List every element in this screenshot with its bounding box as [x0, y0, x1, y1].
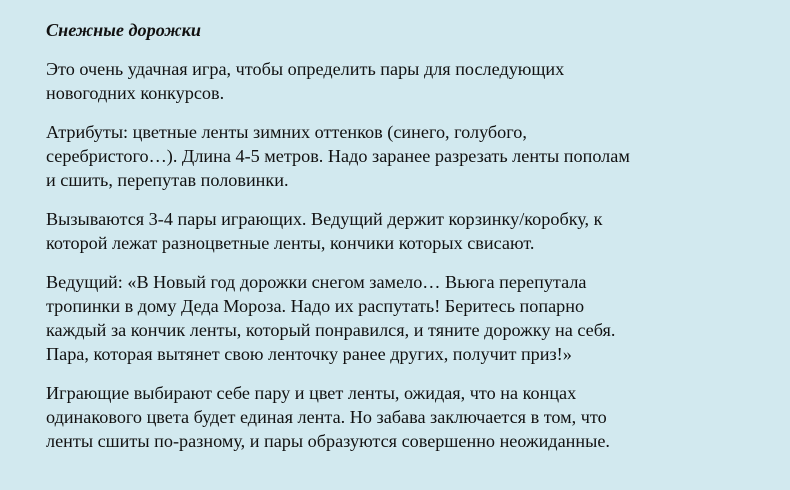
paragraph-players: [46, 207, 770, 255]
text-line: Атрибуты: цветные ленты зимних оттенков (синего, голубого,: [46, 122, 527, 142]
text-line: которой лежат разноцветные ленты, кончики которых свисают.: [46, 233, 535, 253]
document-title: Снежные дорожки: [46, 20, 202, 40]
text-line: и сшить, перепутав половинки.: [46, 170, 289, 190]
paragraph-intro: [46, 57, 770, 105]
paragraph-attributes: [46, 120, 770, 192]
text-line: Пара, которая вытянет свою ленточку ранее других, получит приз!»: [46, 344, 572, 364]
paragraph-host-speech: [46, 270, 770, 366]
text-line: ленты сшиты по-разному, и пары образуются совершенно неожиданные.: [46, 431, 610, 451]
text-line: Ведущий: «В Новый год дорожки снегом замело… Вьюга перепутала: [46, 272, 587, 292]
text-line: серебристого…). Длина 4-5 метров. Надо заранее разрезать ленты пополам: [46, 146, 630, 166]
text-line: Вызываются 3-4 пары играющих. Ведущий держит корзинку/коробку, к: [46, 209, 603, 229]
text-line: Это очень удачная игра, чтобы определить пары для последующих: [46, 59, 565, 79]
paragraph-outcome: [46, 381, 770, 453]
text-line: новогодних конкурсов.: [46, 83, 225, 103]
text-line: Играющие выбирают себе пару и цвет ленты, ожидая, что на концах: [46, 383, 577, 403]
text-line: тропинки в дому Деда Мороза. Надо их распутать! Беритесь попарно: [46, 296, 585, 316]
text-line: одинакового цвета будет единая лента. Но забава заключается в том, что: [46, 407, 607, 427]
text-line: каждый за кончик ленты, который понравился, и тяните дорожку на себя.: [46, 320, 616, 340]
